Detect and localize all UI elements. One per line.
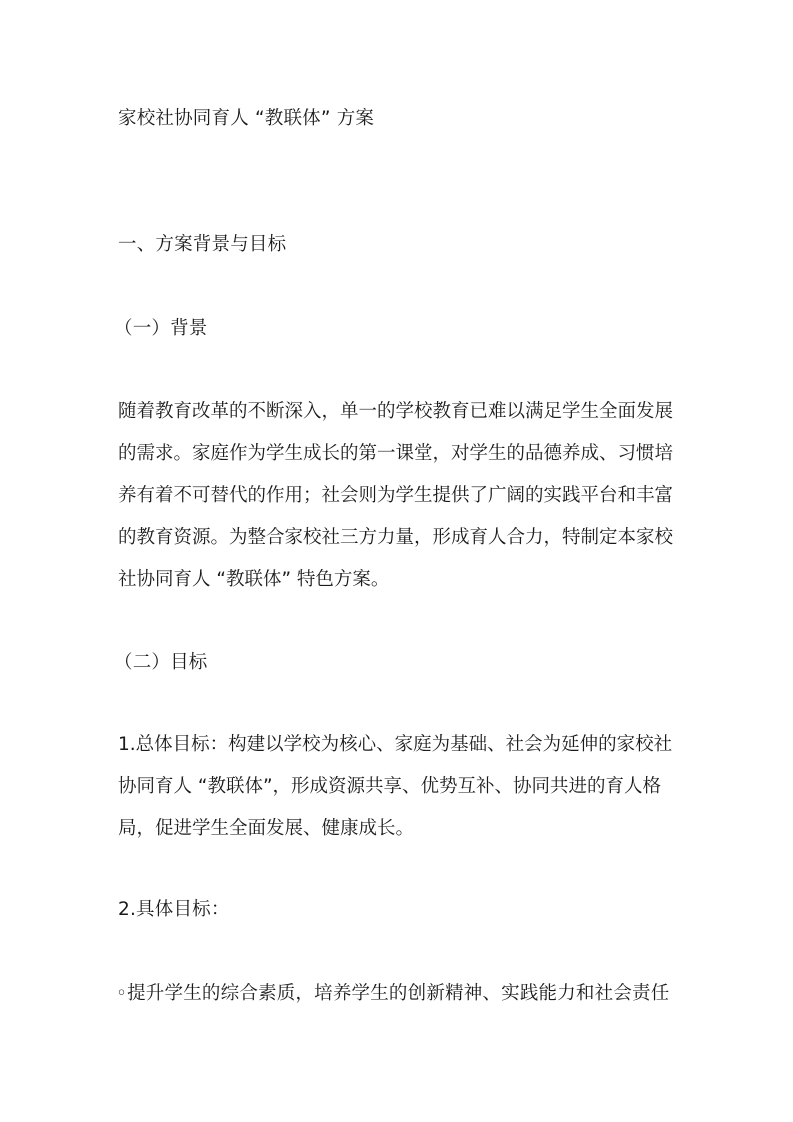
paragraph-line: 的教育资源。为整合家校社三方力量，形成育人合力，特制定本家校	[118, 527, 674, 548]
subsection-heading-background: （一）背景	[114, 318, 208, 339]
section-heading-background-goals: 一、方案背景与目标	[118, 234, 287, 255]
document-title: 家校社协同育人 “教联体” 方案	[118, 108, 375, 129]
subsection-heading-goals: （二）目标	[114, 652, 208, 673]
paragraph-line: 1.总体目标：构建以学校为核心、家庭为基础、社会为延伸的家校社	[118, 734, 673, 755]
paragraph-line: 随着教育改革的不断深入，单一的学校教育已难以满足学生全面发展	[118, 401, 674, 422]
paragraph-line: 协同育人 “教联体”，形成资源共享、优势互补、协同共进的育人格	[118, 776, 662, 797]
paragraph-line: 的需求。家庭作为学生成长的第一课堂，对学生的品德养成、习惯培	[118, 443, 674, 464]
overall-goal-paragraph	[118, 724, 680, 850]
specific-goal-bullet: ◦提升学生的综合素质，培养学生的创新精神、实践能力和社会责任	[116, 983, 670, 1004]
paragraph-line: 养有着不可替代的作用；社会则为学生提供了广阔的实践平台和丰富	[118, 485, 674, 506]
background-paragraph	[118, 391, 680, 601]
paragraph-line: 社协同育人 “教联体” 特色方案。	[118, 569, 390, 590]
paragraph-line: 局，促进学生全面发展、健康成长。	[118, 818, 415, 839]
specific-goals-heading: 2.具体目标：	[118, 899, 230, 920]
